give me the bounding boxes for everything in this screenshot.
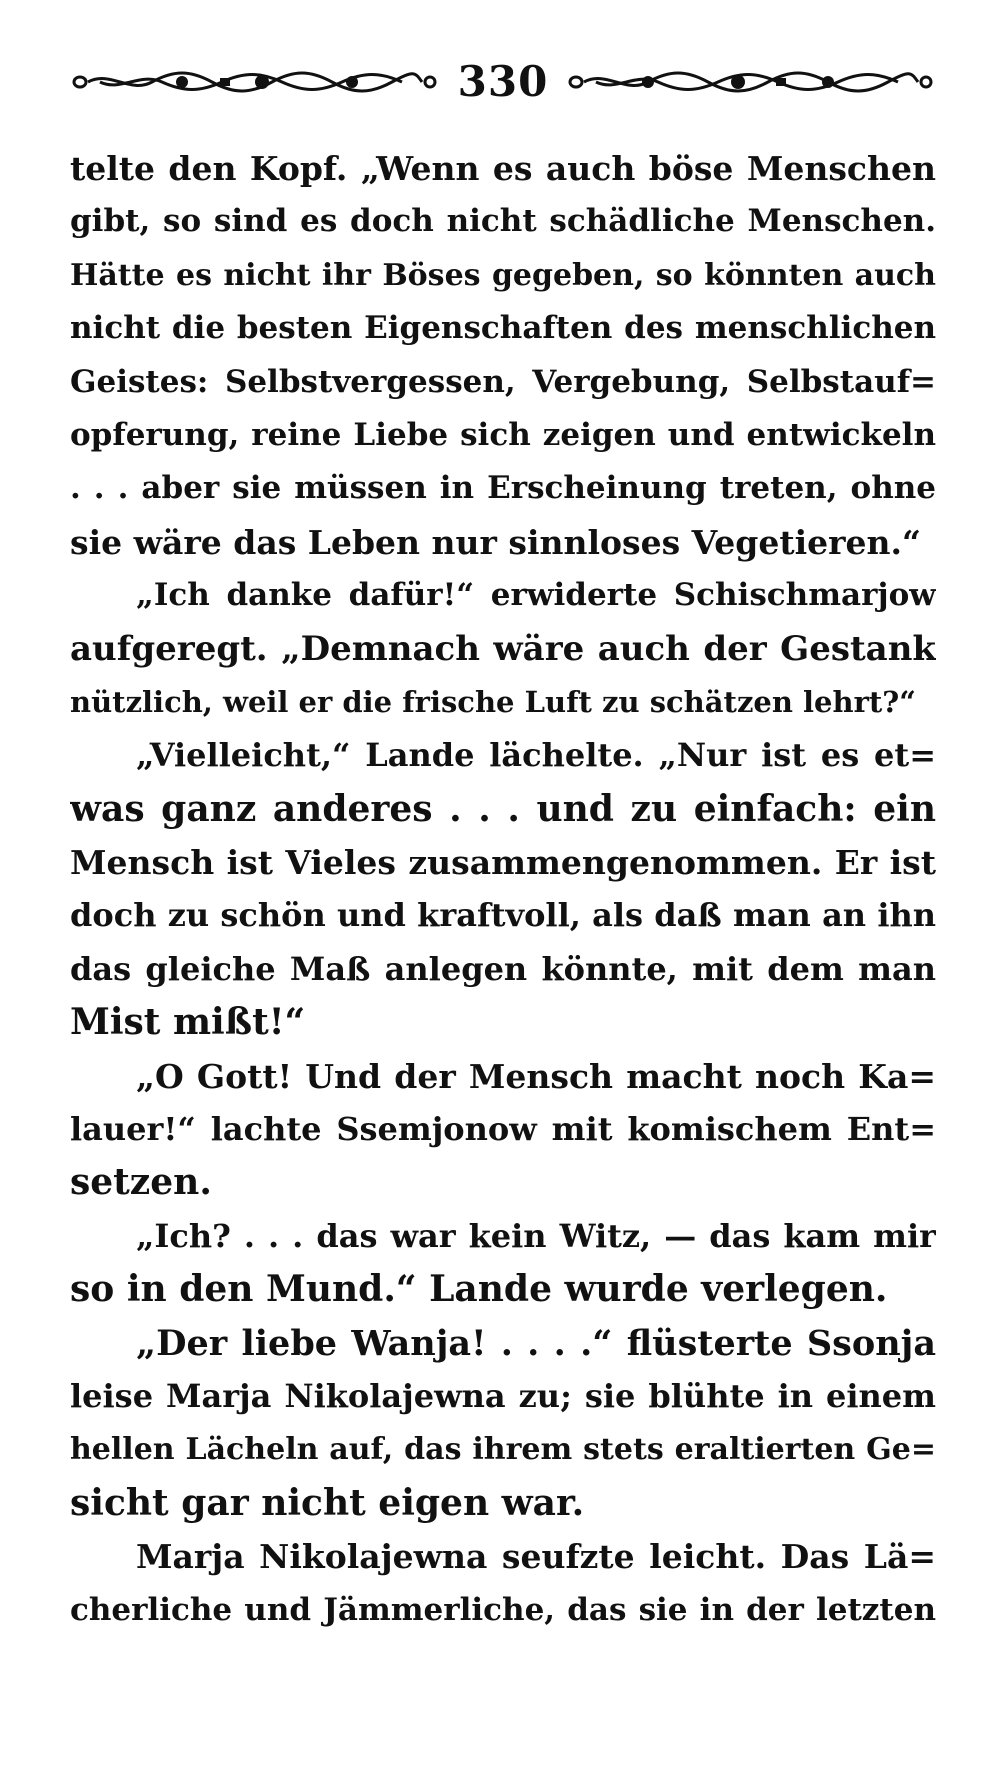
text-line: opferung, reine Liebe sich zeigen und entwickeln (70, 416, 936, 453)
text-line: nicht die besten Eigenschaften des menschlichen (70, 310, 936, 347)
text-line: Geistes: Selbstvergessen, Vergebung, Selbstauf= (70, 363, 936, 400)
text-line: so in den Mund.“ Lande wurde verlegen. (70, 1268, 888, 1311)
text-line: hellen Lächeln auf, das ihrem stets eraltierten Ge= (70, 1432, 936, 1468)
text-line: . . . aber sie müssen in Erscheinung treten, ohne (70, 470, 936, 507)
text-line: aufgeregt. „Demnach wäre auch der Gestank (70, 628, 936, 669)
text-line: cherliche und Jämmerliche, das sie in der letzten (70, 1591, 936, 1628)
page-header (70, 52, 936, 112)
text-line: „Ich danke dafür!“ erwiderte Schischmarjow (136, 577, 936, 614)
page-number: 330 (457, 57, 549, 106)
text-line: telte den Kopf. „Wenn es auch böse Menschen (70, 149, 936, 188)
text-line: setzen. (70, 1161, 212, 1204)
text-line: Mist mißt!“ (70, 1001, 306, 1044)
text-line: lauer!“ lachte Ssemjonow mit komischem Ent= (70, 1110, 936, 1149)
text-line: „Ich? . . . das war kein Witz, — das kam mir (136, 1216, 936, 1255)
text-line: leise Marja Nikolajewna zu; sie blühte in einem (70, 1376, 936, 1415)
text-line: doch zu schön und kraftvoll, als daß man an ihn (70, 896, 936, 935)
text-line: sicht gar nicht eigen war. (70, 1481, 585, 1524)
text-line: Mensch ist Vieles zusammengenommen. Er ist (70, 843, 936, 883)
text-line: was ganz anderes . . . und zu einfach: ein (70, 787, 936, 830)
text-line: nützlich, weil er die frische Luft zu schätzen lehrt?“ (70, 684, 916, 719)
text-line: „Vielleicht,“ Lande lächelte. „Nur ist es et= (136, 736, 936, 775)
right-ornament-icon (566, 68, 936, 96)
body-text (70, 142, 936, 1637)
text-line: Hätte es nicht ihr Böses gegeben, so könnten auch (70, 257, 936, 293)
text-line: „O Gott! Und der Mensch macht noch Ka= (136, 1056, 936, 1096)
text-line: gibt, so sind es doch nicht schädliche Menschen. (70, 203, 936, 240)
text-line: Marja Nikolajewna seufzte leicht. Das Lä= (136, 1537, 936, 1577)
text-line: sie wäre das Leben nur sinnloses Vegetieren.“ (70, 522, 921, 562)
text-line: „Der liebe Wanja! . . . .“ flüsterte Ssonja (136, 1322, 936, 1364)
left-ornament-icon (70, 68, 440, 96)
text-line: das gleiche Maß anlegen könnte, mit dem man (70, 949, 936, 988)
